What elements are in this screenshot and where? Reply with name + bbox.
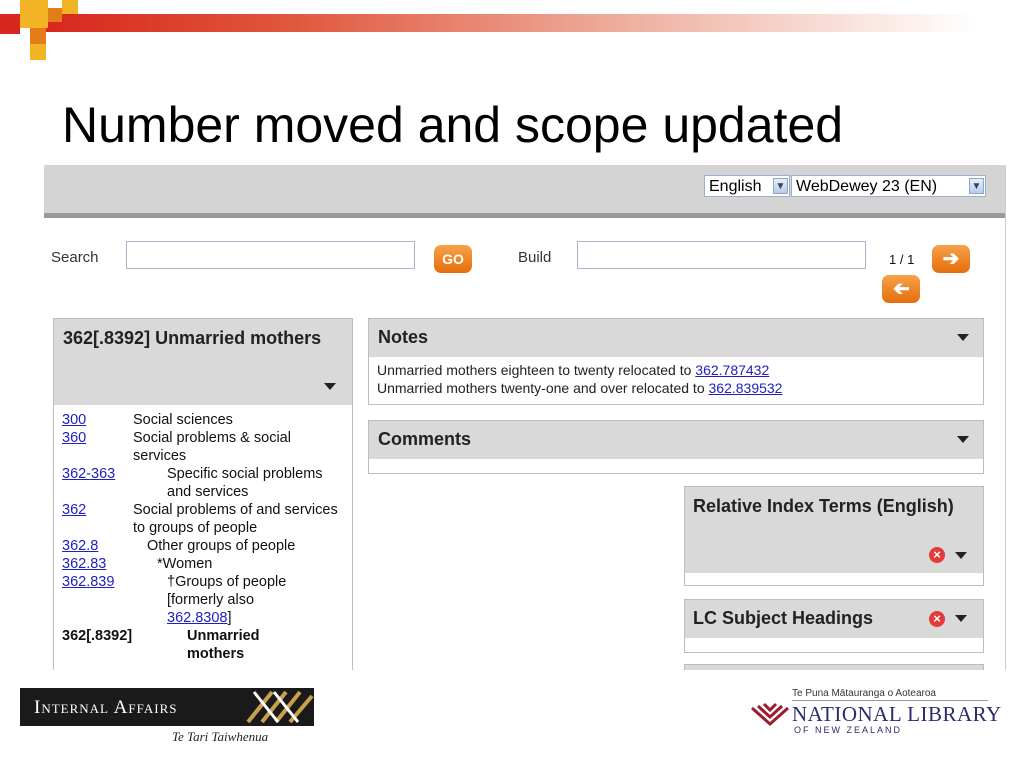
- note-link-2[interactable]: 362.839532: [708, 380, 783, 396]
- decor-square-yellow-low: [30, 44, 46, 60]
- triangle-down-icon[interactable]: [957, 334, 969, 341]
- hier-row-362-8-num[interactable]: [62, 537, 98, 555]
- webdewey-screenshot: [44, 165, 1006, 670]
- decor-square-yellow: [20, 0, 48, 28]
- comments-title: Comments: [378, 429, 472, 449]
- decor-square-orange: [30, 28, 46, 44]
- hier-row-362-num[interactable]: [62, 501, 86, 519]
- note-line-1: Unmarried mothers eighteen to twenty relocated to 362.787432: [377, 362, 770, 378]
- top-toolbar: [44, 165, 1005, 213]
- search-input[interactable]: [126, 241, 415, 269]
- hier-link[interactable]: 362.8308: [167, 610, 228, 626]
- title-gradient-bar: [40, 14, 1024, 32]
- slide-decoration: [0, 0, 1024, 62]
- relative-index-title: Relative Index Terms (English): [693, 496, 954, 516]
- relative-index-panel: [684, 486, 984, 586]
- next-panel-edge: [684, 664, 984, 670]
- hier-link[interactable]: 362-363: [62, 466, 116, 482]
- comments-header[interactable]: [369, 421, 983, 459]
- lc-subject-title: LC Subject Headings: [693, 608, 874, 628]
- decor-square-red: [0, 14, 20, 34]
- hier-row-362-839-num[interactable]: [62, 573, 114, 591]
- hier-row-362-8308: 362.8308]: [167, 610, 232, 626]
- ia-weave-icon: [244, 688, 314, 726]
- hier-row-360-text: Social problems & social services: [133, 430, 291, 464]
- notes-body: [369, 357, 983, 401]
- ia-maori: Te Tari Taiwhenua: [172, 729, 269, 744]
- lc-subject-panel: [684, 599, 984, 653]
- slide-title: Number moved and scope updated: [62, 97, 844, 153]
- hier-row-362-text: Social problems of and services to groups of people: [133, 502, 338, 536]
- build-input[interactable]: [577, 241, 866, 269]
- relative-index-header[interactable]: [685, 487, 983, 573]
- hier-row-362-839-text: †Groups of people [formerly also: [167, 574, 287, 608]
- hierarchy-title: 362[.8392] Unmarried mothers: [63, 328, 322, 348]
- notes-header[interactable]: [369, 319, 983, 357]
- national-library-logo: [750, 688, 1000, 740]
- hier-row-300-text: Social sciences: [133, 412, 233, 428]
- nl-book-icon: [750, 702, 790, 728]
- search-label: Search: [51, 249, 99, 266]
- edition-select[interactable]: WebDewey 23 (EN) ▼: [791, 175, 986, 197]
- hier-link[interactable]: 362.8: [62, 538, 99, 554]
- hier-link[interactable]: 362.839: [62, 574, 115, 590]
- go-button[interactable]: GO: [434, 245, 472, 273]
- lc-subject-header[interactable]: [685, 600, 983, 638]
- comments-panel: [368, 420, 984, 474]
- ia-name: Internal Affairs: [34, 697, 178, 718]
- hier-row-current-num: 362[.8392]: [62, 628, 133, 644]
- hier-row-300-num[interactable]: [62, 411, 86, 429]
- hier-row-current-text: Unmarried mothers: [187, 628, 260, 662]
- hier-link[interactable]: 360: [62, 430, 87, 446]
- triangle-down-icon[interactable]: [955, 615, 967, 622]
- close-icon[interactable]: ×: [929, 611, 945, 627]
- notes-panel: [368, 318, 984, 405]
- triangle-down-icon[interactable]: [955, 552, 967, 559]
- decor-square-orange-small: [48, 8, 62, 22]
- hier-row-362-8-text: Other groups of people: [147, 538, 296, 554]
- left-arrow-icon: ➔: [892, 278, 910, 300]
- hier-link[interactable]: 300: [62, 412, 87, 428]
- build-label: Build: [518, 249, 552, 266]
- hierarchy-panel: [53, 318, 353, 670]
- triangle-down-icon[interactable]: [324, 383, 336, 390]
- hier-row-362-83-num[interactable]: [62, 555, 106, 573]
- note-line-2: Unmarried mothers twenty-one and over relocated to 362.839532: [377, 380, 783, 396]
- toolbar-divider: [44, 213, 1005, 218]
- hier-link[interactable]: 362.83: [62, 556, 107, 572]
- hier-row-362-83-text: *Women: [157, 556, 213, 572]
- pager-text: 1 / 1: [889, 252, 915, 267]
- nl-name: NATIONAL LIBRARY: [792, 702, 1002, 726]
- hier-row-360-num[interactable]: [62, 429, 86, 447]
- close-icon[interactable]: ×: [929, 547, 945, 563]
- language-select[interactable]: English ▼: [704, 175, 790, 197]
- right-arrow-icon: ➔: [942, 248, 960, 270]
- hier-row-362-363-num[interactable]: [62, 465, 115, 483]
- hier-link[interactable]: 362: [62, 502, 87, 518]
- hierarchy-header[interactable]: [54, 319, 352, 405]
- nl-sub: OF NEW ZEALAND: [794, 725, 903, 735]
- hier-row-362-363-text: Specific social problems and services: [167, 466, 323, 500]
- decor-square-yellow-small: [62, 0, 78, 14]
- notes-title: Notes: [378, 327, 429, 347]
- note-link-1[interactable]: 362.787432: [695, 362, 770, 378]
- triangle-down-icon[interactable]: [957, 436, 969, 443]
- chevron-down-icon: ▼: [773, 178, 788, 194]
- chevron-down-icon: ▼: [969, 178, 984, 194]
- internal-affairs-logo: [20, 688, 316, 748]
- prev-button[interactable]: [882, 275, 920, 303]
- nl-maori: Te Puna Mātauranga o Aotearoa: [792, 688, 936, 699]
- next-button[interactable]: [932, 245, 970, 273]
